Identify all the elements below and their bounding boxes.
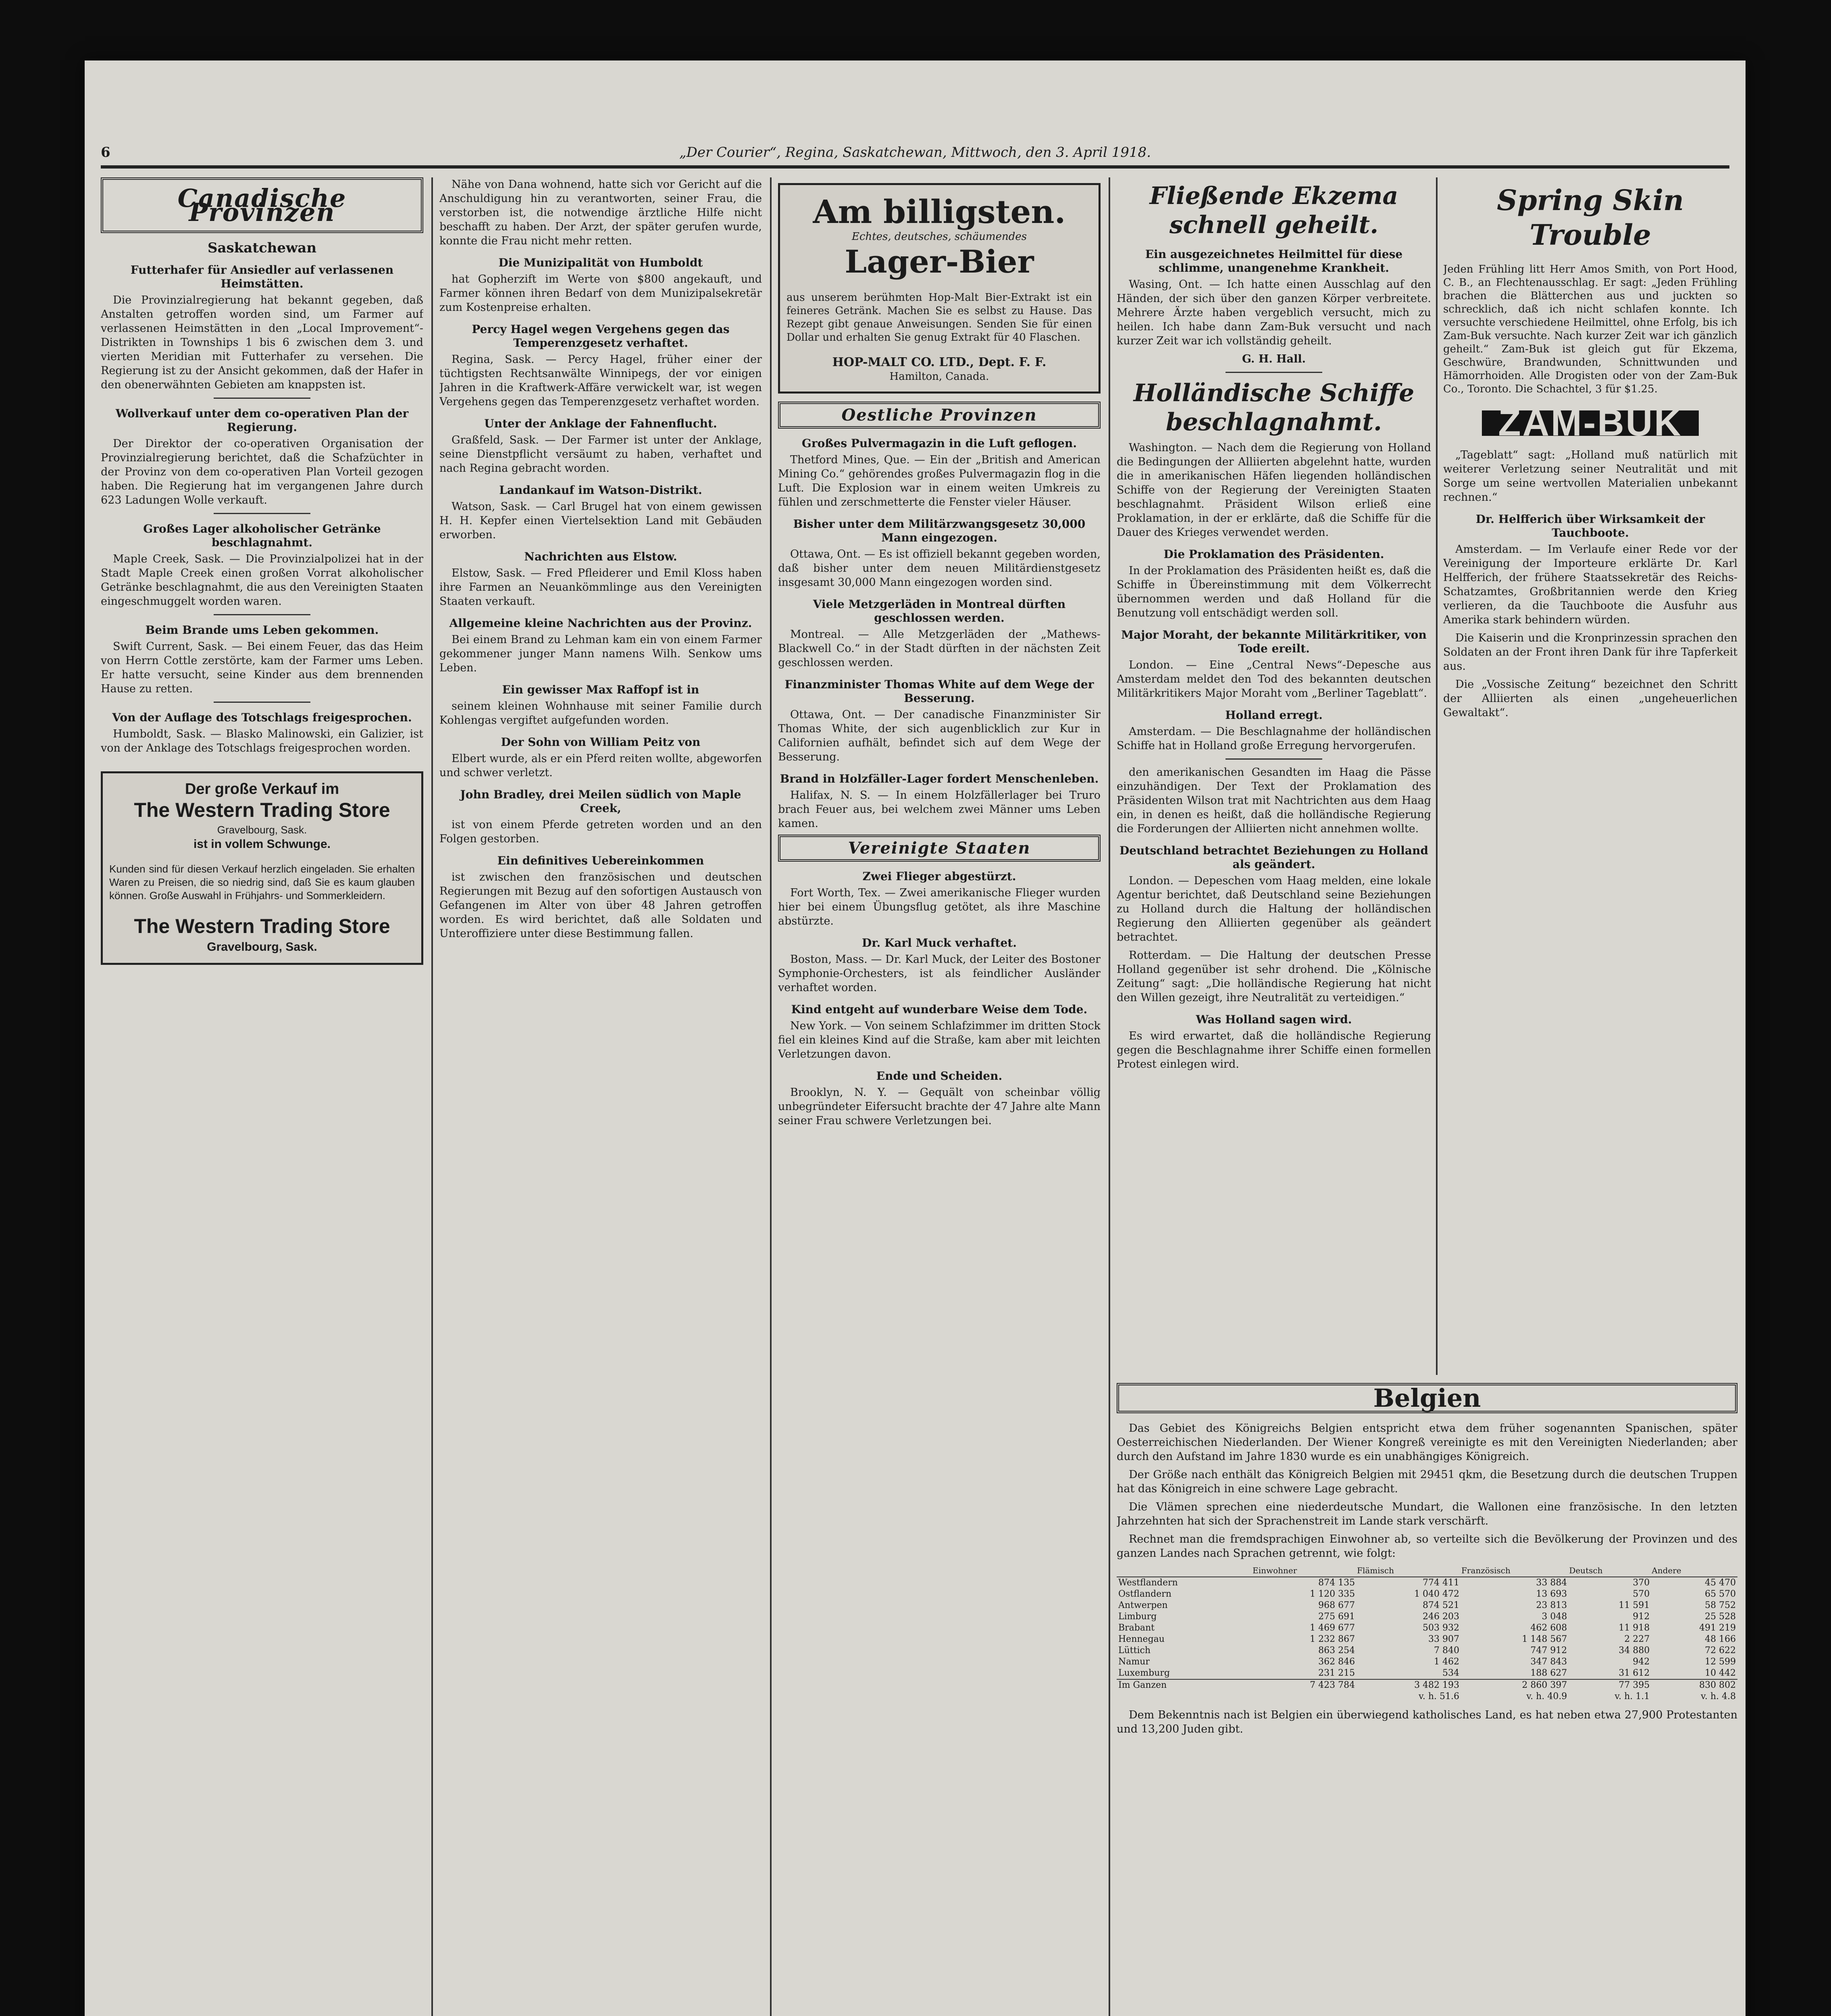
- table-cell: Brabant: [1118, 1623, 1155, 1633]
- table-cell: 33 907: [1428, 1634, 1460, 1644]
- article-headline: Großes Lager alkoholischer Getränke beschlagnahmt.: [143, 522, 381, 549]
- article-headline: Kind entgeht auf wunderbare Weise dem Tode.: [791, 1003, 1088, 1016]
- article-headline: Unter der Anklage der Fahnenflucht.: [484, 417, 717, 430]
- table-cell: 1 469 677: [1310, 1623, 1355, 1633]
- ad-store-name: The Western Trading Store: [134, 799, 390, 821]
- article-headline: Ende und Scheiden.: [876, 1069, 1003, 1083]
- table-cell: 1 120 335: [1310, 1589, 1355, 1599]
- column-1: [101, 177, 423, 2016]
- divider: [214, 702, 310, 703]
- table-header: Andere: [1651, 1564, 1737, 1577]
- article-headline: Wollverkauf unter dem co-operativen Plan der Regierung.: [115, 407, 409, 434]
- ad-subline: Echtes, deutsches, schäumendes: [851, 231, 1027, 243]
- article-text: Halifax, N. S. — In einem Holzfällerlager bei Truro brach Feuer aus, bei welchem zwei Männer ums Leben kamen.: [778, 789, 1101, 830]
- table-cell: [1117, 1691, 1252, 1702]
- ad-store-name: The Western Trading Store: [134, 915, 390, 937]
- table-cell: [1252, 1691, 1357, 1702]
- article-text: Bei einem Brand zu Lehman kam ein von einem Farmer gekommener junger Mann namens Wilh. Senkow ums Leben.: [439, 633, 762, 674]
- article-text: Thetford Mines, Que. — Ein der „British and American Mining Co.“ gehörendes großes Pulvermagazin flog in die Luft. Die Explosion war in einem weiten Umkreis zu fühlen und zerschmetterte die Fenster vieler Häuser.: [778, 454, 1101, 508]
- table-row: [1117, 1589, 1737, 1600]
- article-text: Maple Creek, Sask. — Die Provinzialpolizei hat in der Stadt Maple Creek einen großen Vorrat alkoholischer Getränke beschlagnahmt, die aus den Vereinigten Staaten eingeschmuggelt worden waren.: [101, 553, 423, 608]
- article-text: Der Größe nach enthält das Königreich Belgien mit 29451 qkm, die Besetzung durch die deutschen Truppen hat das Königreich in eine schwere Lage gebracht.: [1117, 1468, 1737, 1495]
- article-headline: Dr. Helfferich über Wirksamkeit der Tauchboote.: [1475, 512, 1705, 539]
- ad-headline: Am billigsten.: [813, 193, 1066, 231]
- ad-line: ist in vollem Schwunge.: [193, 837, 331, 851]
- article-text: Graßfeld, Sask. — Der Farmer ist unter der Anklage, seine Dienstpflicht versäumt zu haben, verhaftet und nach Regina gebracht worden.: [439, 434, 762, 475]
- advertisement-zam-buk: [1443, 183, 1737, 444]
- article-text: ist von einem Pferde getreten worden und an den Folgen gestorben.: [439, 818, 762, 845]
- ad-city: Hamilton, Canada.: [889, 371, 989, 383]
- article-text: Regina, Sask. — Percy Hagel, früher einer der tüchtigsten Rechtsanwälte Winnipegs, der vor einigen Jahren in die Kraftwerk-Affäre verwickelt war, ist wegen Vergehens gegen das Temperenzgesetz verhaftet worden.: [439, 353, 762, 408]
- column-rule: [431, 177, 433, 2016]
- table-cell: Luxemburg: [1118, 1668, 1170, 1678]
- table-cell: Limburg: [1118, 1612, 1157, 1622]
- table-cell: 1 148 567: [1522, 1634, 1567, 1644]
- article-headline: Die Munizipalität von Humboldt: [498, 256, 703, 269]
- table-row: [1117, 1634, 1737, 1645]
- table-cell: 12 599: [1705, 1657, 1736, 1667]
- ad-text: Kunden sind für diesen Verkauf herzlich eingeladen. Sie erhalten Waren zu Preisen, die so niedrig sind, daß Sie es kaum glauben können. Große Auswahl in Frühjahrs- und Sommerkleidern.: [109, 863, 415, 902]
- column-rule: [770, 177, 772, 2016]
- divider: [1226, 372, 1322, 373]
- divider: [1226, 758, 1322, 760]
- table-cell: 3 482 193: [1357, 1679, 1461, 1691]
- ad-text: Jeden Frühling litt Herr Amos Smith, von Port Hood, C. B., an Flechtenausschlag. Er sagt: „Jeden Frühling brachen die Blätterchen aus und juckten so schrecklich, daß ich nicht schlafen konnte. Ich versuchte verschiedene Heilmittel, ohne Erfolg, bis ich Zam-Buk versuchte. Nach kurzer Zeit war ich gänzlich geheilt.“ Zam-Buk ist gleich gut für Ekzema, Geschwüre, Brandwunden, Schnittwunden und Hämorrhoiden. Alle Drogisten oder von der Zam-Buk Co., Toronto. Die Schachtel, 3 für $1.25.: [1443, 263, 1737, 395]
- table-cell: 13 693: [1536, 1589, 1567, 1599]
- ad-line: Der große Verkauf im: [185, 781, 339, 798]
- divider: [214, 398, 310, 399]
- table-cell: 275 691: [1318, 1612, 1355, 1622]
- page-number: 6: [101, 144, 110, 160]
- table-cell: 774 411: [1423, 1578, 1460, 1588]
- article-headline: Ein definitives Uebereinkommen: [497, 854, 704, 867]
- table-cell: 65 570: [1705, 1589, 1736, 1599]
- article-headline: Landankauf im Watson-Distrikt.: [499, 483, 702, 497]
- article-text: Es wird erwartet, daß die holländische Regierung gegen die Beschlagnahme ihrer Schiffe einen formellen Protest einlegen wird.: [1117, 1030, 1431, 1070]
- article-headline: Allgemeine kleine Nachrichten aus der Provinz.: [449, 616, 752, 630]
- table-cell: 863 254: [1318, 1645, 1355, 1656]
- article-headline: Die Proklamation des Präsidenten.: [1163, 548, 1384, 561]
- article-headline: Finanzminister Thomas White auf dem Wege der Besserung.: [784, 678, 1094, 705]
- article-text: Rechnet man die fremdsprachigen Einwohner ab, so verteilte sich die Bevölkerung der Provinzen und des ganzen Landes nach Sprachen getrennt, wie folgt:: [1117, 1533, 1737, 1560]
- ad-headline: Spring Skin Trouble: [1497, 183, 1684, 252]
- table-cell: Lüttich: [1118, 1645, 1151, 1656]
- table-cell: 231 215: [1318, 1668, 1355, 1678]
- article-text: Montreal. — Alle Metzgerläden der „Mathews-Blackwell Co.“ in der Stadt dürften in der nächsten Zeit geschlossen werden.: [778, 628, 1101, 669]
- divider: [214, 513, 310, 514]
- article-subhead: Ein ausgezeichnetes Heilmittel für diese schlimme, unangenehme Krankheit.: [1145, 248, 1403, 275]
- table-cell: 534: [1442, 1668, 1460, 1678]
- table-cell: 747 912: [1530, 1645, 1567, 1656]
- column-2: [439, 177, 762, 2016]
- article-text: Fort Worth, Tex. — Zwei amerikanische Flieger wurden hier bei einem Übungsflug getötet, als ihre Maschine abstürzte.: [778, 887, 1101, 927]
- table-cell: 2 860 397: [1461, 1679, 1569, 1691]
- article-headline-ekzema: Fließende Ekzema schnell geheilt.: [1149, 182, 1398, 239]
- table-cell: 370: [1633, 1578, 1650, 1588]
- article-headline: Von der Auflage des Totschlags freigesprochen.: [112, 711, 412, 724]
- article-text: Ottawa, Ont. — Es ist offiziell bekannt gegeben worden, daß bisher unter dem neuen Militärdienstgesetz insgesamt 30,000 Mann eingezogen worden sind.: [778, 548, 1101, 589]
- table-cell: 77 395: [1569, 1679, 1651, 1691]
- column-rule: [1109, 177, 1110, 2016]
- table-cell: 31 612: [1619, 1668, 1650, 1678]
- article-text: Amsterdam. — Die Beschlagnahme der holländischen Schiffe hat in Holland große Erregung hervorgerufen.: [1117, 725, 1431, 752]
- table-row: [1117, 1645, 1737, 1656]
- article-text: London. — Depeschen vom Haag melden, eine lokale Agentur berichtet, daß Deutschland seine Beziehungen zu Holland durch die Haltung der holländischen Regierung den Alliierten gegenüber als geändert betrachtet.: [1117, 875, 1431, 943]
- table-cell: Antwerpen: [1118, 1600, 1168, 1610]
- table-cell: 362 846: [1318, 1657, 1355, 1667]
- table-cell: 72 622: [1705, 1645, 1736, 1656]
- table-cell: Namur: [1118, 1657, 1150, 1667]
- table-cell: 11 591: [1619, 1600, 1650, 1610]
- article-headline: Was Holland sagen wird.: [1196, 1013, 1352, 1026]
- ad-location: Gravelbourg, Sask.: [207, 940, 317, 954]
- table-cell: 33 884: [1536, 1578, 1567, 1588]
- article-text: Boston, Mass. — Dr. Karl Muck, der Leiter des Bostoner Symphonie-Orchesters, ist als feindlicher Ausländer verhaftet worden.: [778, 953, 1101, 994]
- ad-text: aus unserem berühmten Hop-Malt Bier-Extrakt ist ein feineres Getränk. Machen Sie es selbst zu Hause. Das Rezept gibt genaue Anweisungen. Senden Sie für einen Dollar und erhalten Sie genug Extrakt für 40 Flaschen.: [786, 292, 1092, 344]
- table-cell: 347 843: [1530, 1657, 1567, 1667]
- signature: G. H. Hall.: [1242, 353, 1306, 365]
- article-headline: Viele Metzgerläden in Montreal dürften geschlossen werden.: [813, 598, 1066, 625]
- article-text: Wasing, Ont. — Ich hatte einen Ausschlag auf den Händen, der sich über den ganzen Körper verbreitete. Mehrere Ärzte haben vergeblich versucht, mich zu heilen. Ich habe dann Zam-Buk versucht und nach kurzer Zeit war ich vollständig geheilt.: [1117, 278, 1431, 347]
- table-row: [1117, 1691, 1737, 1702]
- article-headline: Großes Pulvermagazin in die Luft geflogen.: [801, 437, 1077, 450]
- table-cell: v. h. 40.9: [1526, 1691, 1567, 1702]
- article-text: In der Proklamation des Präsidenten heißt es, daß die Schiffe in Übereinstimmung mit dem Völkerrecht übernommen werden und daß Holland für die Benutzung voll entschädigt werden soll.: [1117, 564, 1431, 619]
- article-text: Die Provinzialregierung hat bekannt gegeben, daß Anstalten getroffen worden sind, um Farmer auf verlassenen Heimstätten in den „Local Improvement“-Distrikten in Townships 1 bis 6 zwischen dem 3. und vierten Meridian mit Futterhafer zu versehen. Die Regierung ist zu der Ansicht gekommen, daß der Hafer in den obenerwähnten Gebieten am knappsten ist.: [101, 294, 423, 391]
- article-text: New York. — Von seinem Schlafzimmer im dritten Stock fiel ein kleines Kind auf die Straße, kam aber mit leichten Verletzungen davon.: [778, 1020, 1101, 1060]
- table-cell: 570: [1633, 1589, 1650, 1599]
- article-text: Rotterdam. — Die Haltung der deutschen Presse Holland gegenüber ist sehr drohend. Die „Kölnische Zeitung“ sagt: „Die holländische Regierung hat nicht den Willen gezeigt, ihre Neutralität zu verteidigen.“: [1117, 949, 1431, 1004]
- article-text: Dem Bekenntnis nach ist Belgien ein überwiegend katholisches Land, es hat neben etwa 27,900 Protestanten und 13,200 Juden gibt.: [1117, 1709, 1737, 1735]
- article-headline: Brand in Holzfäller-Lager fordert Menschenleben.: [780, 772, 1099, 785]
- table-header: Deutsch: [1569, 1564, 1651, 1577]
- article-headline: Der Sohn von William Peitz von: [501, 735, 701, 749]
- table-cell: 45 470: [1705, 1578, 1736, 1588]
- article-headline: Dr. Karl Muck verhaftet.: [862, 936, 1017, 950]
- table-header: Französisch: [1461, 1564, 1569, 1577]
- article-text: Der Direktor der co-operativen Organisation der Provinzialregierung berichtet, daß die Schafzüchter in der Provinz von dem co-operativen Plan Vorteil gezogen haben. Die Regierung hat im vergangenen Jahre durch 623 Ladungen Wolle verkauft.: [101, 437, 423, 506]
- region-heading: Saskatchewan: [207, 240, 317, 256]
- masthead: [101, 141, 1729, 169]
- table-cell: 1 232 867: [1310, 1634, 1355, 1644]
- article-headline: Major Moraht, der bekannte Militärkritiker, von Tode ereilt.: [1121, 628, 1427, 655]
- table-cell: 1 040 472: [1414, 1589, 1460, 1599]
- article-text: hat Gopherzift im Werte von $800 angekauft, und Farmer können ihren Bedarf von dem Munizipalsekretär zum Kostenpreise erhalten.: [439, 273, 762, 314]
- article-text: Elbert wurde, als er ein Pferd reiten wollte, abgeworfen und schwer verletzt.: [439, 752, 762, 779]
- masthead-title: „Der Courier“, Regina, Saskatchewan, Mittwoch, den 3. April 1918.: [679, 144, 1151, 160]
- article-headline: John Bradley, drei Meilen südlich von Maple Creek,: [460, 788, 741, 815]
- section-title-oestliche-provinzen: Oestliche Provinzen: [778, 402, 1101, 429]
- divider: [214, 614, 310, 615]
- table-cell: 23 813: [1536, 1600, 1567, 1610]
- language-statistics-table: [1117, 1564, 1737, 1702]
- ad-location: Gravelbourg, Sask.: [217, 824, 307, 836]
- table-row: [1117, 1600, 1737, 1611]
- table-cell: 25 528: [1705, 1612, 1736, 1622]
- article-text: ist zwischen den französischen und deutschen Regierungen mit Bezug auf den sofortigen Austausch von Gefangenen im Alter von über 48 Jahren getroffen worden. Es wird berichtet, daß alle Soldaten und Unteroffiziere unter diese Bestimmung fallen.: [439, 871, 762, 940]
- section-title-vereinigte-staaten: Vereinigte Staaten: [778, 835, 1101, 862]
- table-cell: 874 135: [1318, 1578, 1355, 1588]
- table-cell: 7 840: [1434, 1645, 1460, 1656]
- article-text: „Tageblatt“ sagt: „Holland muß natürlich mit weiterer Verletzung seiner Neutralität und mit Sorge um seine wertvollen Materialien unbekannt rechnen.“: [1443, 449, 1737, 504]
- article-text: seinem kleinen Wohnhause mit seiner Familie durch Kohlengas vergiftet aufgefunden worden.: [439, 700, 762, 727]
- article-text: London. — Eine „Central News“-Depesche aus Amsterdam meldet den Tod des bekannten deutschen Militärkritikers Major Moraht vom „Berliner Tageblatt“.: [1117, 659, 1431, 700]
- table-cell: 7 423 784: [1252, 1679, 1357, 1691]
- table-cell: 491 219: [1699, 1623, 1736, 1633]
- table-cell: v. h. 51.6: [1419, 1691, 1460, 1702]
- ad-company: HOP-MALT CO. LTD., Dept. F. F.: [832, 355, 1047, 369]
- table-cell: 11 918: [1619, 1623, 1650, 1633]
- belgien-article: [1117, 1375, 1737, 2016]
- table-cell: v. h. 4.8: [1701, 1691, 1736, 1702]
- article-text: den amerikanischen Gesandten im Haag die Pässe einzuhändigen. Der Text der Proklamation des Präsidenten Wilson trat mit Nachtrichten aus dem Haag ein, in denen es heißt, daß die holländische Regierung die Forderungen der Alliierten nicht annehmen wollte.: [1117, 766, 1431, 835]
- table-cell: 462 608: [1530, 1623, 1567, 1633]
- article-text: Das Gebiet des Königreichs Belgien entspricht etwa dem früher sogenannten Spanischen, später Oesterreichischen Niederlanden. Der Wiener Kongreß vereinigte es mit den Vereinigten Niederlanden; aber durch den Aufstand im Jahre 1830 wurde es ein unabhängiges Königreich.: [1117, 1422, 1737, 1463]
- table-cell: 830 802: [1651, 1679, 1737, 1691]
- article-headline: Percy Hagel wegen Vergehens gegen das Temperenzgesetz verhaftet.: [472, 323, 730, 350]
- article-text: Amsterdam. — Im Verlaufe einer Rede vor der Vereinigung der Importeure erklärte Dr. Karl Helfferich, der frühere Staatssekretär des Reichs-Schatzamtes, Großbritannien werde den Krieg verlieren, da die Tauchboote die Ausfuhr aus Amerika stark behindern würden.: [1443, 543, 1737, 626]
- table-cell: 10 442: [1705, 1668, 1736, 1678]
- table-cell: 874 521: [1423, 1600, 1460, 1610]
- article-headline: Holland erregt.: [1225, 708, 1323, 722]
- table-row: [1117, 1611, 1737, 1622]
- table-row: [1117, 1577, 1737, 1589]
- table-cell: 188 627: [1530, 1668, 1567, 1678]
- article-text: Die „Vossische Zeitung“ bezeichnet den Schritt der Alliierten als einen „ungeheuerlichen Gewaltakt“.: [1443, 678, 1737, 719]
- table-cell: 48 166: [1705, 1634, 1736, 1644]
- article-headline: Deutschland betrachtet Beziehungen zu Holland als geändert.: [1119, 844, 1428, 871]
- zam-buk-logo: ZAM-BUK: [1482, 410, 1698, 436]
- article-headline: Beim Brande ums Leben gekommen.: [145, 623, 379, 637]
- table-header: Flämisch: [1357, 1564, 1461, 1577]
- table-row: [1117, 1668, 1737, 1679]
- table-row: [1117, 1679, 1737, 1691]
- table-cell: 246 203: [1423, 1612, 1460, 1622]
- article-headline: Nachrichten aus Elstow.: [524, 550, 677, 563]
- section-title-canadische-provinzen: Canadische Provinzen: [101, 177, 423, 233]
- advertisement-lager-bier: [778, 183, 1101, 394]
- table-cell: 2 227: [1624, 1634, 1650, 1644]
- advertisement-western-trading-store: [101, 771, 423, 965]
- section-title-belgien: Belgien: [1117, 1383, 1737, 1413]
- table-cell: 3 048: [1542, 1612, 1567, 1622]
- newspaper-page: [85, 60, 1746, 2016]
- article-text: Die Kaiserin und die Kronprinzessin sprachen den Soldaten an der Front ihren Dank für ihre Tapferkeit aus.: [1443, 632, 1737, 673]
- article-text: Brooklyn, N. Y. — Gequält von scheinbar völlig unbegründeter Eifersucht brachte der 47 Jahre alte Mann seiner Frau schwere Verletzungen bei.: [778, 1086, 1101, 1127]
- article-text: Humboldt, Sask. — Blasko Malinowski, ein Galizier, ist von der Anklage des Totschlags freigesprochen worden.: [101, 728, 423, 754]
- article-text: Nähe von Dana wohnend, hatte sich vor Gericht auf die Anschuldigung hin zu verantworten, seiner Frau, die verstorben ist, die notwendige ärztliche Hilfe nicht beschafft zu haben. Der Arzt, der später gerufen wurde, konnte die Frau nicht mehr retten.: [439, 178, 762, 247]
- article-headline: Zwei Flieger abgestürzt.: [862, 870, 1016, 883]
- article-text: Elstow, Sask. — Fred Pfleiderer und Emil Kloss haben ihre Farmen an Neuankömmlinge aus den Vereinigten Staaten verkauft.: [439, 567, 762, 608]
- table-cell: Hennegau: [1118, 1634, 1165, 1644]
- article-headline: Bisher unter dem Militärzwangsgesetz 30,000 Mann eingezogen.: [793, 517, 1086, 544]
- table-row: [1117, 1656, 1737, 1668]
- table-cell: Im Ganzen: [1117, 1679, 1252, 1691]
- table-cell: v. h. 1.1: [1615, 1691, 1650, 1702]
- article-text: Washington. — Nach dem die Regierung von Holland die Bedingungen der Alliierten abgelehnt hatte, wurden die in amerikanischen Häfen liegenden holländischen Schiffe von der Regierung der Vereinigten Staaten beschlagnahmt. Präsident Wilson erließ eine Proklamation, in der er erklärte, daß die Schiffe für die Dauer des Krieges verwendet werden.: [1117, 442, 1431, 539]
- article-headline: Ein gewisser Max Raffopf ist in: [502, 683, 699, 696]
- table-cell: Westflandern: [1118, 1578, 1178, 1588]
- ad-product: Lager-Bier: [845, 244, 1034, 280]
- table-cell: 942: [1633, 1657, 1650, 1667]
- table-cell: 968 677: [1318, 1600, 1355, 1610]
- table-row: [1117, 1622, 1737, 1634]
- article-text: Watson, Sask. — Carl Brugel hat von einem gewissen H. H. Kepfer einen Viertelsektion Land mit Gebäuden erworben.: [439, 500, 762, 541]
- table-cell: 1 462: [1434, 1657, 1460, 1667]
- table-header-row: [1117, 1564, 1737, 1577]
- table-cell: 912: [1633, 1612, 1650, 1622]
- table-cell: 503 932: [1423, 1623, 1460, 1633]
- table-cell: Ostflandern: [1118, 1589, 1171, 1599]
- table-header: Einwohner: [1252, 1564, 1357, 1577]
- article-headline: Futterhafer für Ansiedler auf verlassenen Heimstätten.: [130, 263, 394, 290]
- table-cell: 34 880: [1619, 1645, 1650, 1656]
- article-headline-schiffe: Holländische Schiffe beschlagnahmt.: [1133, 379, 1415, 436]
- column-3: [778, 177, 1101, 2016]
- table-header: [1117, 1564, 1252, 1577]
- article-text: Swift Current, Sask. — Bei einem Feuer, das das Heim von Herrn Cottle zerstörte, kam der Farmer ums Leben. Er hatte versucht, seine Kinder aus dem brennenden Hause zu retten.: [101, 640, 423, 695]
- table-cell: 58 752: [1705, 1600, 1736, 1610]
- article-text: Ottawa, Ont. — Der canadische Finanzminister Sir Thomas White, der sich augenblicklich zur Kur in Californien aufhält, befindet sich auf dem Wege der Besserung.: [778, 708, 1101, 763]
- article-text: Die Vlämen sprechen eine niederdeutsche Mundart, die Wallonen eine französische. In den letzten Jahrzehnten hat sich der Sprachenstreit im Lande stark verschärft.: [1117, 1501, 1737, 1527]
